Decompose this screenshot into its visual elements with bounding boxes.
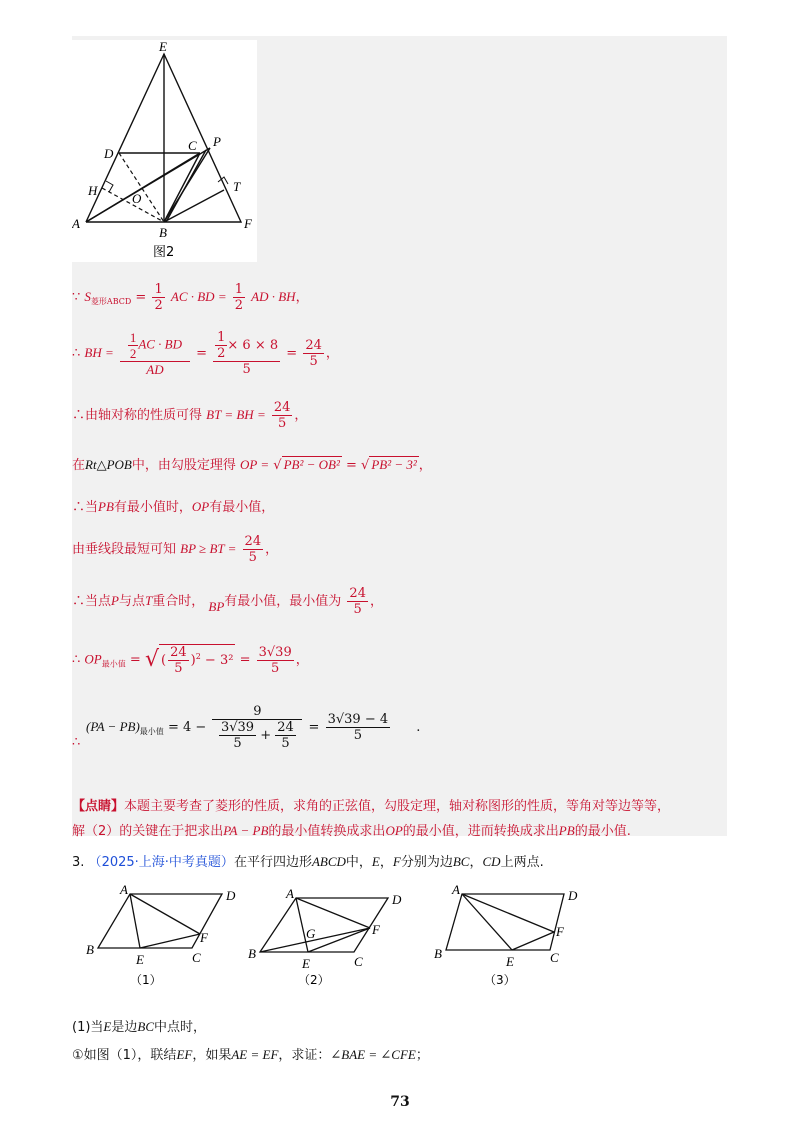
label-e: E xyxy=(159,40,167,54)
label-d: D xyxy=(392,892,402,907)
segment-db-dashed xyxy=(119,153,164,222)
problem-3: 3. （2025·上海·中考真题）在平行四边形ABCD中，E，F分别为边BC，CD上两点. xyxy=(72,854,544,870)
abcd: ABCD xyxy=(311,854,346,869)
sqrt-symbol: √ xyxy=(273,458,282,473)
bp: BP xyxy=(208,599,225,614)
fraction-24-5: $\frac{24}{5}$ xyxy=(273,400,291,431)
step-6-expr: BP ≥ BT = xyxy=(180,541,237,556)
label-b: B xyxy=(434,946,442,961)
dianjing-line-2: 解（2）的关键在于把求出PA − PB的最小值转换成求出OP的最小值，进而转换成求出PB的最小值. xyxy=(72,823,631,839)
step-4-pre: 在 xyxy=(72,458,86,473)
step-7-c: 重合时， xyxy=(152,594,205,609)
pb: PB xyxy=(558,823,575,838)
lhs-pa-pb: (PA − PB) xyxy=(86,719,140,734)
equals: = xyxy=(196,346,207,361)
step-8 xyxy=(72,644,309,676)
therefore-symbol: ∴ xyxy=(72,652,81,668)
label-b: B xyxy=(159,225,167,240)
equals-2: = xyxy=(308,720,320,735)
equals: = xyxy=(345,458,357,473)
condition: AE = EF xyxy=(231,1047,279,1062)
step-7-d: 有最小值，最小值为 xyxy=(224,594,342,609)
fraction-24-5: $\frac{24}{5}$ xyxy=(349,586,366,617)
term-ac-bd: AC · BD = xyxy=(170,289,227,304)
figure-2-caption: 图2 xyxy=(153,245,175,260)
lhs-op: OP = xyxy=(240,457,270,472)
label-c: C xyxy=(192,950,201,965)
pb: PB xyxy=(98,499,114,514)
label-b: B xyxy=(248,946,256,961)
part-1: (1)当E是边BC中点时， xyxy=(72,1019,207,1035)
step-3-expr: BT = BH = xyxy=(206,407,266,422)
step-5-a: ∴当 xyxy=(72,500,99,515)
dianjing-tag: 【点睛】 xyxy=(72,799,125,814)
fraction-half: $\frac{1}{2}$ xyxy=(154,282,163,313)
comma: ， xyxy=(369,594,383,609)
label-b: B xyxy=(86,942,94,957)
step-7-b: 与点 xyxy=(118,594,145,609)
label-a: A xyxy=(72,216,80,231)
label-a: A xyxy=(120,884,128,897)
comma: ， xyxy=(294,408,308,423)
figure-3-3 xyxy=(432,884,592,990)
step-5 xyxy=(72,498,274,517)
fraction-24-5: $\frac{24}{5}$ xyxy=(305,338,322,369)
label-c: C xyxy=(188,138,197,153)
step-4 xyxy=(72,456,432,475)
step-5-b: 有最小值时， xyxy=(113,500,192,515)
comma: ， xyxy=(295,290,309,305)
label-o: O xyxy=(132,191,142,206)
step-5-c: 有最小值， xyxy=(209,500,275,515)
caption-2: （2） xyxy=(298,973,330,987)
caption-3: （3） xyxy=(484,973,516,987)
step-3-text: ∴由轴对称的性质可得 xyxy=(72,408,203,423)
label-f: F xyxy=(556,924,564,939)
because-symbol: ∵ xyxy=(72,290,81,305)
label-p: P xyxy=(213,134,221,149)
label-d: D xyxy=(568,888,578,903)
period: . xyxy=(416,720,421,735)
step-7 xyxy=(72,586,383,617)
step-9 xyxy=(72,704,420,751)
fraction-result: $\frac{3√39}{5}$ xyxy=(258,644,292,676)
label-g: G xyxy=(306,926,316,941)
fraction-result: $\frac{3√39 - 4}{5}$ xyxy=(327,712,389,743)
caption-1: （1） xyxy=(130,973,162,987)
figure-2 xyxy=(72,40,257,262)
step-6-text: 由垂线段最短可知 xyxy=(72,542,177,557)
step-7-a: ∴当点 xyxy=(72,594,112,609)
therefore-symbol: ∴ xyxy=(72,735,81,750)
comma: ， xyxy=(418,458,432,473)
label-d: D xyxy=(104,146,114,161)
term-ad-bh: AD · BH xyxy=(251,289,296,304)
label-c: C xyxy=(550,950,559,965)
comma: ， xyxy=(265,542,279,557)
step-3 xyxy=(72,400,307,431)
step-4-text: 中，由勾股定理得 xyxy=(131,458,236,473)
page-number: 73 xyxy=(390,1094,410,1110)
label-e: E xyxy=(302,956,310,971)
sqrt-symbol-2: √ xyxy=(361,458,370,473)
step-6 xyxy=(72,534,278,565)
fraction-complex: 9 $\frac{3√39}{5}$ + $\frac{24}{5}$ xyxy=(212,704,302,751)
equals-2: = xyxy=(286,346,298,361)
comma: ， xyxy=(295,652,309,668)
therefore-symbol: ∴ xyxy=(72,346,81,361)
point-t: T xyxy=(144,593,153,608)
right-angle-h xyxy=(106,181,113,192)
min-subscript: 最小值 xyxy=(139,727,164,736)
problem-number: 3. xyxy=(72,855,85,870)
label-c: C xyxy=(354,954,363,969)
figure-3-2 xyxy=(246,886,416,990)
label-e: E xyxy=(136,952,144,967)
point-p: P xyxy=(111,593,119,608)
lhs-bh: BH = xyxy=(84,345,114,360)
label-e: E xyxy=(506,954,514,969)
goal: ∠BAE = ∠CFE xyxy=(330,1047,416,1062)
label-f: F xyxy=(372,922,380,937)
comma: ， xyxy=(325,346,339,361)
figure-3-1 xyxy=(84,884,244,990)
step-1 xyxy=(72,282,309,313)
fraction-half-2: $\frac{1}{2}$ xyxy=(234,282,244,313)
radicand-2: PB² − 3² xyxy=(371,457,417,472)
label-a: A xyxy=(452,884,460,897)
step-2 xyxy=(72,330,339,377)
radicand-1: PB² − OB² xyxy=(283,457,340,472)
fraction-bh-2: $\frac{1}{2}$ × 6 × 8 5 xyxy=(213,330,280,377)
dianjing-line-1 xyxy=(72,798,670,816)
label-a: A xyxy=(286,886,294,901)
sqrt-symbol: √ xyxy=(144,647,159,672)
label-f: F xyxy=(200,930,208,945)
fraction-bh-1: $\frac{1}{2}$ AC · BD AD xyxy=(120,330,190,377)
area-symbol: S xyxy=(84,289,91,304)
equals: = xyxy=(129,652,141,668)
label-h: H xyxy=(88,183,98,198)
label-f: F xyxy=(244,216,252,231)
lhs-op-min: OP xyxy=(84,651,102,667)
area-subscript: 菱形ABCD xyxy=(90,297,132,306)
equals: = xyxy=(135,290,147,305)
problem-source: 2025·上海·中考真题 xyxy=(101,855,221,870)
min-subscript: 最小值 xyxy=(101,659,126,669)
equals-2: = xyxy=(239,652,251,668)
pa-minus-pb: PA − PB xyxy=(223,823,269,838)
op: OP xyxy=(191,499,210,514)
radicand-big: ( $\frac{24}{5}$ )$^2$ − 3² xyxy=(160,645,234,676)
triangle-pob: Rt△POB xyxy=(85,457,132,472)
fraction-24-5: $\frac{24}{5}$ xyxy=(244,534,262,565)
label-t: T xyxy=(233,179,241,194)
dianjing-text-1: 本题主要考查了菱形的性质，求角的正弦值，勾股定理，轴对称图形的性质，等角对等边等等， xyxy=(124,799,671,814)
op: OP xyxy=(385,823,403,838)
part-1-1: ①如图（1），联结EF，如果AE = EF，求证：∠BAE = ∠CFE； xyxy=(72,1047,429,1063)
label-d: D xyxy=(226,888,236,903)
equals: = 4 − xyxy=(167,720,207,735)
